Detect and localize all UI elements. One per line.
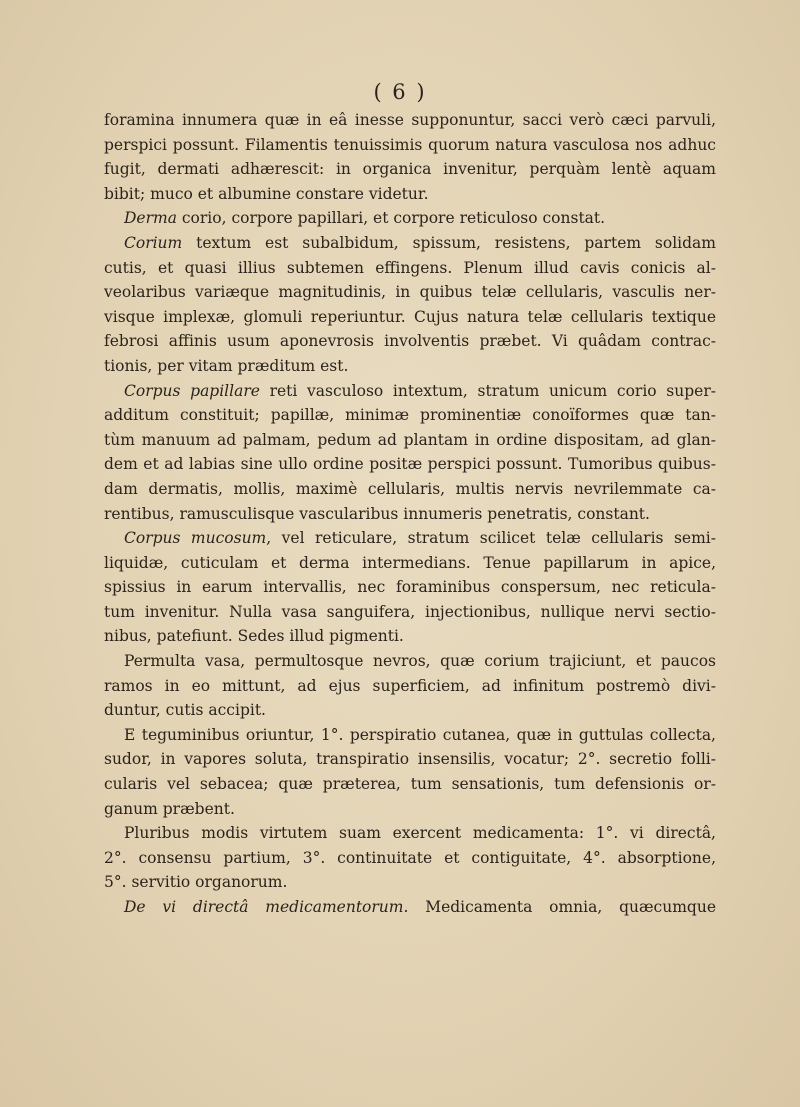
line-text: foramina innumera quæ in eâ inesse supponuntur, sacci verò cæci parvuli, xyxy=(104,111,716,129)
text-line xyxy=(104,575,716,600)
text-line xyxy=(104,698,716,723)
text-line xyxy=(104,674,716,699)
line-text: visque implexæ, glomuli reperiuntur. Cujus natura telæ cellularis textique xyxy=(104,307,716,326)
line-text: perspici possunt. Filamentis tenuissimis quorum natura vasculosa nos adhuc xyxy=(104,135,716,154)
line-text: rentibus, ramusculisque vascularibus innumeris penetratis, constant. xyxy=(104,504,650,523)
line-text: spissius in earum intervallis, nec foraminibus conspersum, nec reticula- xyxy=(104,578,716,597)
text-line xyxy=(104,403,716,428)
line-text: corio, corpore papillari, et corpore reticuloso constat. xyxy=(176,209,606,228)
text-line xyxy=(104,600,716,625)
line-text: ramos in eo mittunt, ad ejus superficiem, ad infinitum postremò divi- xyxy=(104,676,716,695)
text-line xyxy=(104,452,716,477)
italic-lead: De vi directâ medicamentorum. xyxy=(124,898,409,916)
text-line xyxy=(104,526,716,551)
text-line xyxy=(104,895,716,920)
text-line xyxy=(104,846,716,871)
line-text: febrosi affinis usum aponevrosis involventis præbet. Vi quâdam contrac- xyxy=(104,332,716,351)
text-line xyxy=(104,797,716,822)
page-number: ( 6 ) xyxy=(373,80,427,104)
line-text: reti vasculoso intextum, stratum unicum corio super- xyxy=(259,381,716,400)
text-line xyxy=(104,231,716,256)
line-text: Permulta vasa, permultosque nevros, quæ corium trajiciunt, et paucos xyxy=(124,652,716,671)
line-text: duntur, cutis accipit. xyxy=(104,701,266,720)
text-line xyxy=(104,280,716,305)
text-line xyxy=(104,821,716,846)
text-line xyxy=(104,354,716,379)
body-text xyxy=(104,108,716,920)
line-text: 5°. servitio organorum. xyxy=(104,873,288,892)
line-text: tum invenitur. Nulla vasa sanguifera, injectionibus, nullique nervi sectio- xyxy=(104,602,716,621)
line-text: dem et ad labias sine ullo ordine positæ perspici possunt. Tumoribus quibus- xyxy=(104,455,716,474)
text-line xyxy=(104,157,716,182)
line-text: 2°. consensu partium, 3°. continuitate et contiguitate, 4°. absorptione, xyxy=(104,848,716,867)
italic-lead: Corium xyxy=(124,233,183,252)
text-line xyxy=(104,256,716,281)
text-line xyxy=(104,305,716,330)
line-text: liquidæ, cuticulam et derma intermedians. Tenue papillarum in apice, xyxy=(104,553,716,572)
line-text: veolaribus variæque magnitudinis, in quibus telæ cellularis, vasculis ner- xyxy=(104,283,716,302)
text-line xyxy=(104,133,716,158)
line-text: additum constituit; papillæ, minimæ prominentiæ conoïformes quæ tan- xyxy=(104,406,716,425)
text-line xyxy=(104,624,716,649)
text-line xyxy=(104,870,716,895)
text-line xyxy=(104,182,716,207)
text-line xyxy=(104,379,716,404)
italic-lead: Derma xyxy=(124,209,177,228)
line-text: nibus, patefiunt. Sedes illud pigmenti. xyxy=(104,627,404,646)
line-text: tùm manuum ad palmam, pedum ad plantam in ordine dispositam, ad glan- xyxy=(104,430,716,449)
line-text: ganum præbent. xyxy=(104,799,235,818)
italic-lead: Corpus papillare xyxy=(124,381,260,400)
line-text: E teguminibus oriuntur, 1°. perspiratio cutanea, quæ in guttulas collecta, xyxy=(124,725,716,744)
text-line xyxy=(104,477,716,502)
text-line xyxy=(104,747,716,772)
line-text: tionis, per vitam præditum est. xyxy=(104,356,349,375)
text-line xyxy=(104,723,716,748)
text-line xyxy=(104,772,716,797)
text-line xyxy=(104,551,716,576)
line-text: fugit, dermati adhærescit: in organica invenitur, perquàm lentè aquam xyxy=(104,160,716,179)
text-line xyxy=(104,502,716,527)
line-text: cularis vel sebacea; quæ præterea, tum sensationis, tum defensionis or- xyxy=(104,775,716,794)
line-text: Pluribus modis virtutem suam exercent medicamenta: 1°. vi directâ, xyxy=(124,824,716,843)
text-line xyxy=(104,649,716,674)
text-line xyxy=(104,108,716,133)
line-text: , vel reticulare, stratum scilicet telæ cellularis semi- xyxy=(266,529,716,548)
text-line xyxy=(104,329,716,354)
line-text: bibit; muco et albumine constare videtur. xyxy=(104,184,429,203)
line-text: cutis, et quasi illius subtemen effingens. Plenum illud cavis conicis al- xyxy=(104,258,716,277)
line-text: textum est subalbidum, spissum, resistens, partem solidam xyxy=(182,233,716,252)
text-line xyxy=(104,428,716,453)
text-line xyxy=(104,206,716,231)
line-text: sudor, in vapores soluta, transpiratio insensilis, vocatur; 2°. secretio folli- xyxy=(104,750,716,769)
line-text: dam dermatis, mollis, maximè cellularis, multis nervis nevrilemmate ca- xyxy=(104,479,716,498)
italic-lead: Corpus mucosum xyxy=(124,529,267,548)
line-text: Medicamenta omnia, quæcumque xyxy=(408,898,716,916)
